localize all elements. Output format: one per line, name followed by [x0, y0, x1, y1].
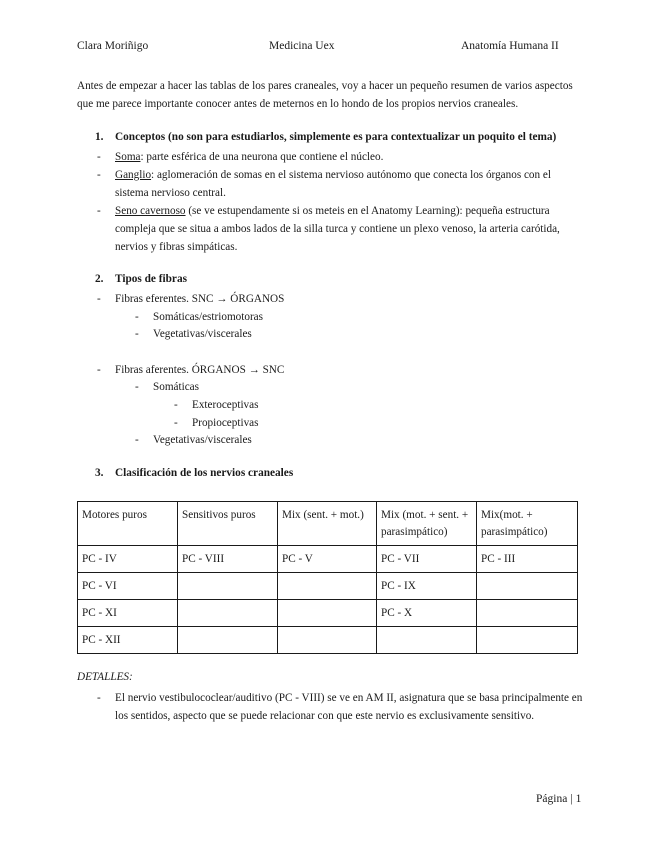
- fibras-aferentes: [97, 361, 585, 379]
- concept-definition: : aglomeración de somas en el sistema nervioso autónomo que conecta los órganos con el sistema nervioso central.: [115, 169, 551, 199]
- footer-page-label: Página: [536, 793, 568, 805]
- concept-item-soma: [97, 148, 585, 166]
- details-item: [97, 689, 585, 725]
- table-cell: [278, 573, 377, 600]
- table-cell: PC - VII: [377, 546, 477, 573]
- details-label: DETALLES:: [77, 671, 133, 683]
- table-header-cell: Motores puros: [78, 502, 178, 546]
- table-cell: [477, 600, 578, 627]
- concept-term: Ganglio: [115, 169, 152, 181]
- header-author: Clara Moriñigo: [77, 40, 149, 52]
- table-cell: PC - IX: [377, 573, 477, 600]
- table-cell: PC - X: [377, 600, 477, 627]
- table-cell: PC - XI: [78, 600, 178, 627]
- aferentes-vegetativas: Vegetativas/viscerales: [153, 434, 252, 446]
- table-cell: [178, 573, 278, 600]
- table-header-cell: Mix (sent. + mot.): [278, 502, 377, 546]
- bullet-dash: -: [97, 692, 101, 704]
- concept-definition: (se ve estupendamente si os meteis en el Anatomy Learning): pequeña estructura compleja que se situa a ambos lados de la silla turca y contiene un plexo venoso, la arteria carótida, nervios y fibras simpáticas.: [115, 205, 560, 253]
- table-cell: [377, 627, 477, 654]
- table-row: [78, 573, 578, 600]
- bullet-dash: -: [97, 293, 101, 305]
- aferentes-propioceptivas: Propioceptivas: [192, 417, 259, 429]
- aferentes-subsub-item: [174, 414, 582, 432]
- bullet-dash: -: [135, 311, 139, 323]
- eferentes-vegetativas: Vegetativas/viscerales: [153, 328, 252, 340]
- table-row: [78, 546, 578, 573]
- aferentes-exteroceptivas: Exteroceptivas: [192, 399, 259, 411]
- section-1-number: 1.: [95, 131, 104, 143]
- bullet-dash: -: [135, 328, 139, 340]
- table-cell: PC - IV: [78, 546, 178, 573]
- footer-page-number: 1: [575, 793, 582, 805]
- section-2-title: [95, 273, 187, 285]
- aferentes-subsub-item: [174, 396, 582, 414]
- table-cell: PC - VIII: [178, 546, 278, 573]
- table-cell: [178, 600, 278, 627]
- table-cell: PC - III: [477, 546, 578, 573]
- concept-term: Seno cavernoso: [115, 205, 186, 217]
- aferentes-sub-item: [135, 431, 583, 449]
- bullet-dash: -: [174, 399, 178, 411]
- fibras-eferentes: [97, 290, 585, 308]
- concept-definition: : parte esférica de una neurona que contiene el núcleo.: [140, 151, 384, 163]
- header-center: Medicina Uex: [269, 40, 335, 52]
- eferentes-sub-item: [135, 325, 583, 343]
- concept-item-ganglio: [97, 166, 585, 202]
- table-cell: PC - VI: [78, 573, 178, 600]
- table-cell: [178, 627, 278, 654]
- bullet-dash: -: [135, 434, 139, 446]
- table-row: [78, 600, 578, 627]
- bullet-dash: -: [97, 169, 101, 181]
- table-cell: [278, 627, 377, 654]
- header-subject: Anatomía Humana II: [461, 40, 559, 52]
- section-3-title: [95, 467, 293, 479]
- table-header-cell: Mix (mot. + sent. + parasimpático): [377, 502, 477, 546]
- aferentes-sub-item: [135, 378, 583, 396]
- table-header-cell: Sensitivos puros: [178, 502, 278, 546]
- concept-term: Soma: [115, 151, 141, 163]
- eferentes-somaticas: Somáticas/estriomotoras: [153, 311, 263, 323]
- bullet-dash: -: [174, 417, 178, 429]
- fibras-aferentes-label: Fibras aferentes. ÓRGANOS → SNC: [115, 364, 285, 376]
- table-header-row: [78, 502, 578, 546]
- table-header-cell: Mix(mot. + parasimpático): [477, 502, 578, 546]
- section-1-heading: Conceptos (no son para estudiarlos, simplemente es para contextualizar un poquito el tema): [115, 131, 557, 143]
- section-2-heading: Tipos de fibras: [115, 273, 187, 285]
- bullet-dash: -: [97, 205, 101, 217]
- table-cell: [477, 627, 578, 654]
- section-3-number: 3.: [95, 467, 104, 479]
- page-footer: [536, 793, 581, 805]
- table-cell: PC - XII: [78, 627, 178, 654]
- section-2-number: 2.: [95, 273, 104, 285]
- concept-item-seno-cavernoso: [97, 202, 585, 256]
- footer-separator: |: [570, 793, 573, 805]
- bullet-dash: -: [97, 364, 101, 376]
- section-1-title: [95, 131, 556, 143]
- aferentes-somaticas: Somáticas: [153, 381, 199, 393]
- bullet-dash: -: [135, 381, 139, 393]
- table-cell: [278, 600, 377, 627]
- cranial-nerves-table: [77, 501, 578, 654]
- section-3-heading: Clasificación de los nervios craneales: [115, 467, 294, 479]
- bullet-dash: -: [97, 151, 101, 163]
- table-cell: PC - V: [278, 546, 377, 573]
- fibras-eferentes-label: Fibras eferentes. SNC → ÓRGANOS: [115, 293, 285, 305]
- details-text: El nervio vestibulococlear/auditivo (PC - VIII) se ve en AM II, asignatura que se basa principalmente en los sentidos, aspecto que se puede relacionar con que este nervio es exclusivamente sensitivo.: [115, 692, 583, 722]
- table-row: [78, 627, 578, 654]
- table-cell: [477, 573, 578, 600]
- eferentes-sub-item: [135, 308, 583, 326]
- intro-paragraph: Antes de empezar a hacer las tablas de los pares craneales, voy a hacer un pequeño resumen de varios aspectos que me parece importante conocer antes de meternos en lo hondo de los propios nervios craneales.: [77, 80, 573, 110]
